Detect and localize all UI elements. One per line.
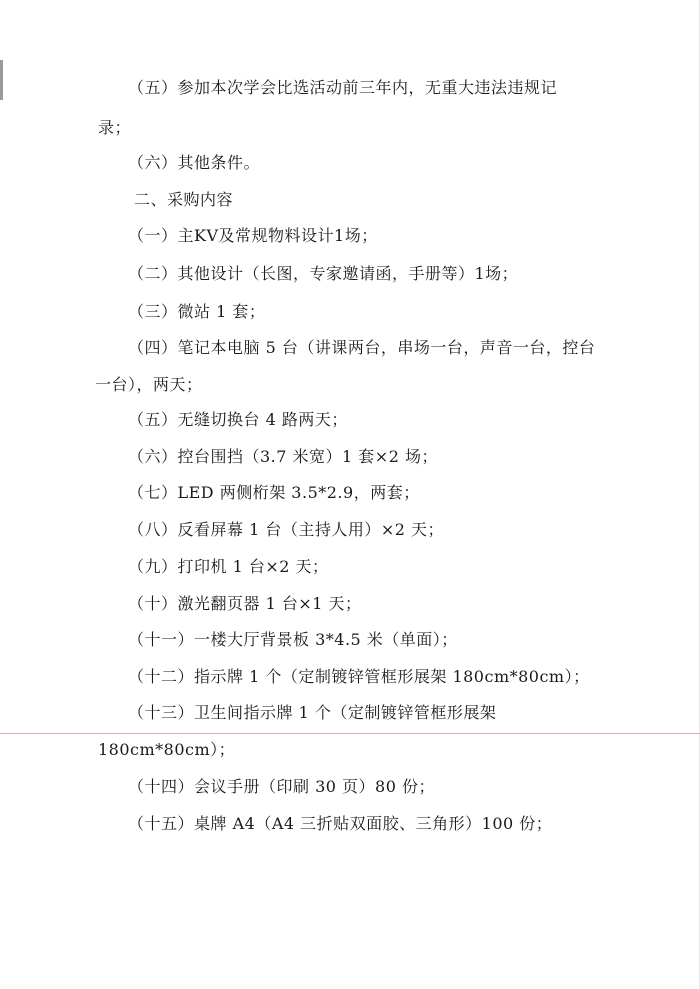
- purchase-item-3: （三）微站 1 套；: [128, 302, 266, 321]
- purchase-item-14: （十四）会议手册（印刷 30 页）80 份；: [128, 777, 435, 796]
- purchase-item-4-cont: 一台），两天；: [95, 375, 203, 394]
- item-5-condition-cont: 录；: [98, 118, 132, 137]
- purchase-item-7: （七）LED 两侧桁架 3.5*2.9，两套；: [128, 483, 420, 502]
- purchase-item-10: （十）激光翻页器 1 台×1 天；: [128, 594, 362, 613]
- purchase-item-9: （九）打印机 1 台×2 天；: [128, 557, 329, 576]
- item-5-condition: （五）参加本次学会比选活动前三年内，无重大违法违规记: [128, 78, 558, 97]
- purchase-item-4: （四）笔记本电脑 5 台（讲课两台，串场一台，声音一台，控台: [128, 338, 596, 357]
- purchase-item-6: （六）控台围挡（3.7 米宽）1 套×2 场；: [128, 447, 438, 466]
- purchase-item-13: （十三）卫生间指示牌 1 个（定制镀锌管框形展架: [128, 703, 497, 722]
- purchase-item-11: （十一）一楼大厅背景板 3*4.5 米（单面）；: [128, 630, 458, 649]
- purchase-item-12: （十二）指示牌 1 个（定制镀锌管框形展架 180cm*80cm）；: [128, 667, 590, 686]
- section-heading: 二、采购内容: [134, 190, 234, 209]
- purchase-item-15: （十五）桌牌 A4（A4 三折贴双面胶、三角形）100 份；: [128, 814, 553, 833]
- purchase-item-5: （五）无缝切换台 4 路两天；: [128, 410, 348, 429]
- scan-line: [0, 733, 700, 734]
- purchase-item-2: （二）其他设计（长图，专家邀请函，手册等）1场；: [128, 264, 519, 283]
- binding-mark: [0, 60, 3, 100]
- item-6-condition: （六）其他条件。: [128, 153, 261, 172]
- purchase-item-13-cont: 180cm*80cm）；: [98, 740, 236, 759]
- purchase-item-1: （一）主KV及常规物料设计1场；: [128, 226, 378, 245]
- purchase-item-8: （八）反看屏幕 1 台（主持人用）×2 天；: [128, 520, 445, 539]
